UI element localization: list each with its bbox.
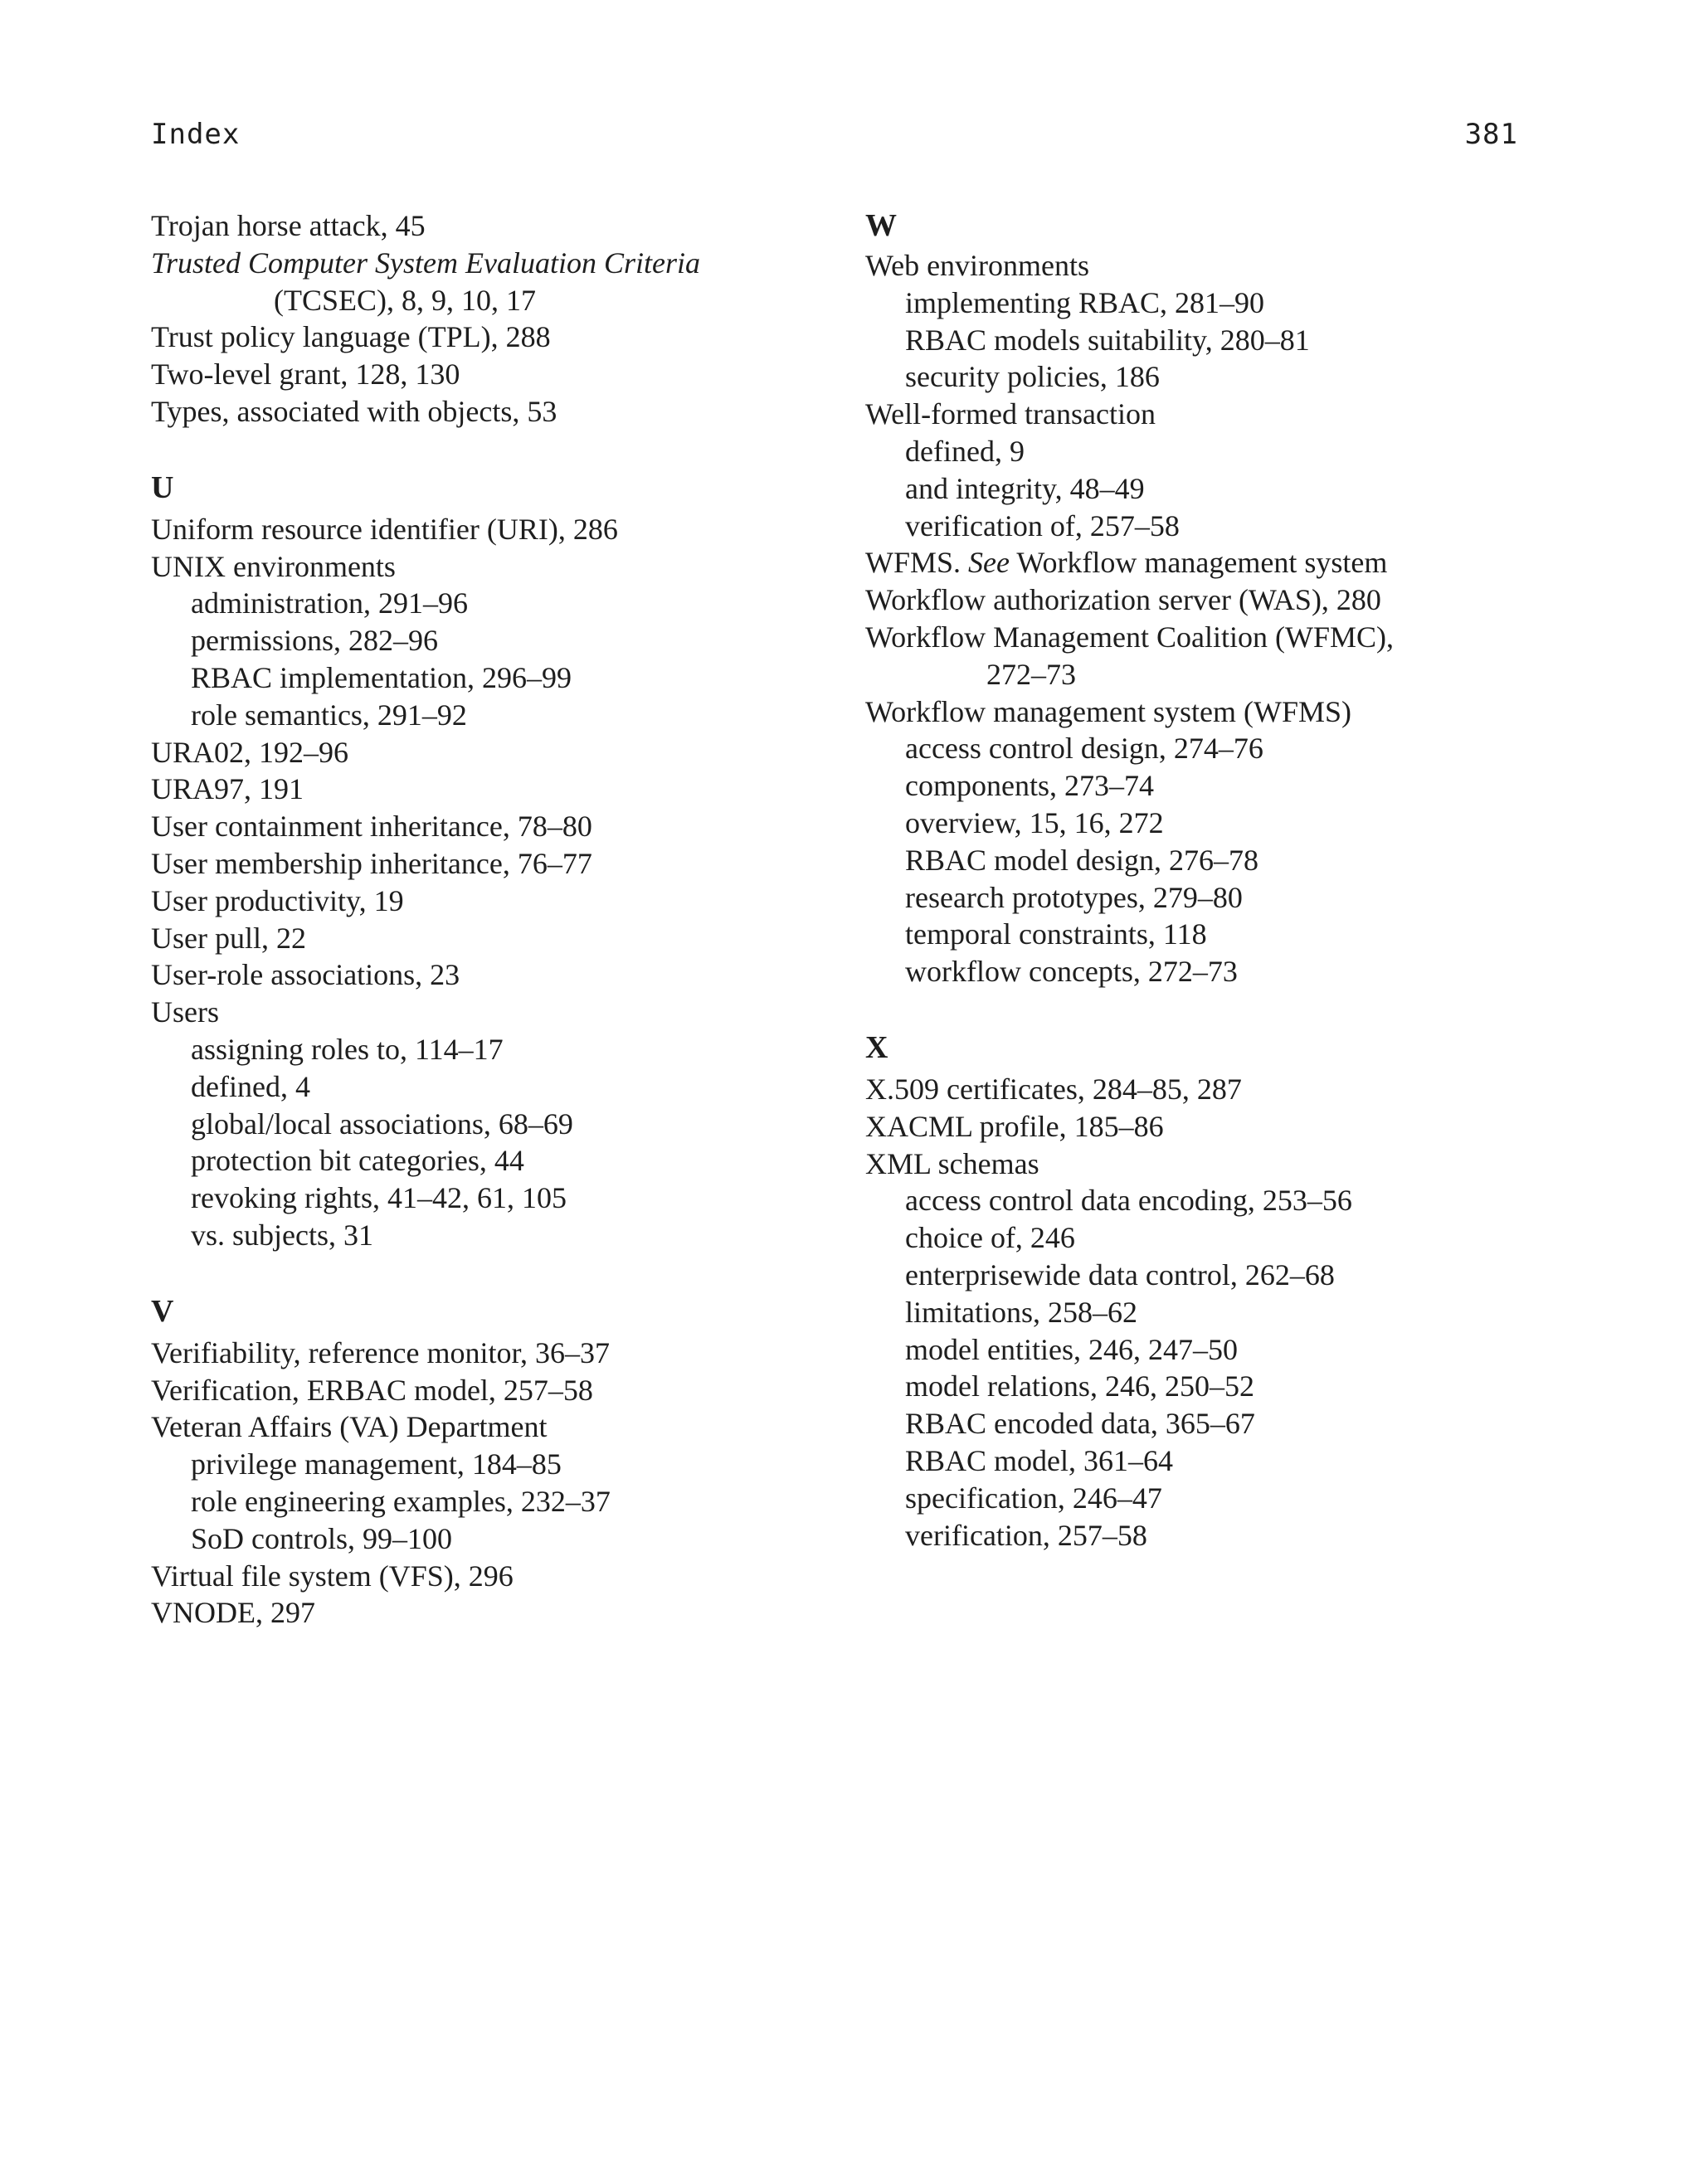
index-subentry: model entities, 246, 247–50 [905,1332,1238,1366]
index-subentry: verification of, 257–58 [905,508,1180,542]
index-subentry: limitations, 258–62 [905,1295,1138,1329]
section-letter-v: V [151,1293,174,1329]
index-subentry: and integrity, 48–49 [905,471,1145,505]
index-entry: Virtual file system (VFS), 296 [151,1559,514,1593]
index-entry: Trojan horse attack, 45 [151,209,426,242]
index-entry: Users [151,995,219,1029]
index-entry: URA97, 191 [151,772,304,806]
cross-ref-target: Workflow management system [1010,546,1388,580]
index-entry: X.509 certificates, 284–85, 287 [865,1072,1242,1106]
index-subentry: access control data encoding, 253–56 [905,1184,1352,1218]
index-subentry: SoD controls, 99–100 [191,1521,452,1555]
index-subentry: enterprisewide data control, 262–68 [905,1257,1335,1291]
index-subentry: RBAC encoded data, 365–67 [905,1407,1255,1441]
index-entry: Workflow Management Coalition (WFMC), [865,620,1394,654]
index-entry: Well-formed transaction [865,397,1156,431]
index-entry: Types, associated with objects, 53 [151,394,557,428]
index-entry: User productivity, 19 [151,883,404,917]
index-subentry: security policies, 186 [905,360,1160,394]
index-column-left [151,207,848,1632]
section-letter-w: W [865,208,897,243]
index-entry: Verification, ERBAC model, 257–58 [151,1373,593,1407]
running-head-title: Index [151,118,241,151]
index-entry: User membership inheritance, 76–77 [151,846,592,880]
index-entry: Uniform resource identifier (URI), 286 [151,512,618,546]
page-number: 381 [1464,118,1518,151]
index-subentry: RBAC model design, 276–78 [905,843,1259,877]
index-entry: User containment inheritance, 78–80 [151,810,592,844]
cross-ref-term: WFMS. [865,546,969,580]
index-entry: Trust policy language (TPL), 288 [151,320,551,354]
index-entry: Verifiability, reference monitor, 36–37 [151,1335,611,1369]
index-subentry: permissions, 282–96 [191,624,439,658]
book-title: Trusted Computer System Evaluation Criteria [151,246,700,280]
index-subentry: global/local associations, 68–69 [191,1107,573,1141]
index-entry: XACML profile, 185–86 [865,1109,1164,1143]
index-subentry: RBAC models suitability, 280–81 [905,323,1310,357]
section-letter-u: U [151,469,174,505]
index-subentry: components, 273–74 [905,769,1154,803]
index-entry-continuation: 272–73 [986,657,1076,691]
index-subentry: choice of, 246 [905,1221,1075,1255]
index-entry: Workflow authorization server (WAS), 280 [865,583,1381,617]
index-subentry: research prototypes, 279–80 [905,880,1243,914]
index-subentry: defined, 4 [191,1069,310,1103]
running-head [151,118,1518,158]
index-entry-cross-reference [865,544,1595,581]
index-subentry: defined, 9 [905,434,1025,468]
index-subentry: specification, 246–47 [905,1481,1162,1515]
index-entry: User pull, 22 [151,921,306,955]
index-entry: Veteran Affairs (VA) Department [151,1410,548,1444]
index-column-right [865,207,1595,1554]
index-subentry: administration, 291–96 [191,586,468,620]
index-entry: Two-level grant, 128, 130 [151,358,460,392]
index-entry [151,245,848,282]
index-subentry: role semantics, 291–92 [191,698,467,732]
index-subentry: implementing RBAC, 281–90 [905,285,1265,319]
see-label: See [968,546,1010,580]
index-subentry: model relations, 246, 250–52 [905,1369,1254,1403]
index-subentry: revoking rights, 41–42, 61, 105 [191,1181,567,1215]
index-entry: VNODE, 297 [151,1596,315,1630]
index-entry: XML schemas [865,1146,1039,1180]
index-entry: Web environments [865,249,1090,282]
index-entry: Workflow management system (WFMS) [865,694,1352,728]
index-subentry: RBAC implementation, 296–99 [191,660,572,694]
index-subentry: protection bit categories, 44 [191,1144,524,1178]
section-letter-x: X [865,1029,888,1065]
index-subentry: overview, 15, 16, 272 [905,805,1164,839]
index-subentry: privilege management, 184–85 [191,1447,562,1481]
index-subentry: workflow concepts, 272–73 [905,955,1238,989]
index-entry: URA02, 192–96 [151,735,349,769]
index-subentry: RBAC model, 361–64 [905,1443,1174,1477]
index-subentry: assigning roles to, 114–17 [191,1032,504,1066]
index-subentry: vs. subjects, 31 [191,1218,373,1252]
index-subentry: verification, 257–58 [905,1518,1147,1552]
index-subentry: access control design, 274–76 [905,732,1263,766]
index-subentry: temporal constraints, 118 [905,917,1207,951]
index-subentry: role engineering examples, 232–37 [191,1484,611,1518]
index-entry: User-role associations, 23 [151,958,460,992]
index-entry: UNIX environments [151,549,396,583]
index-entry-continuation: (TCSEC), 8, 9, 10, 17 [274,283,537,317]
